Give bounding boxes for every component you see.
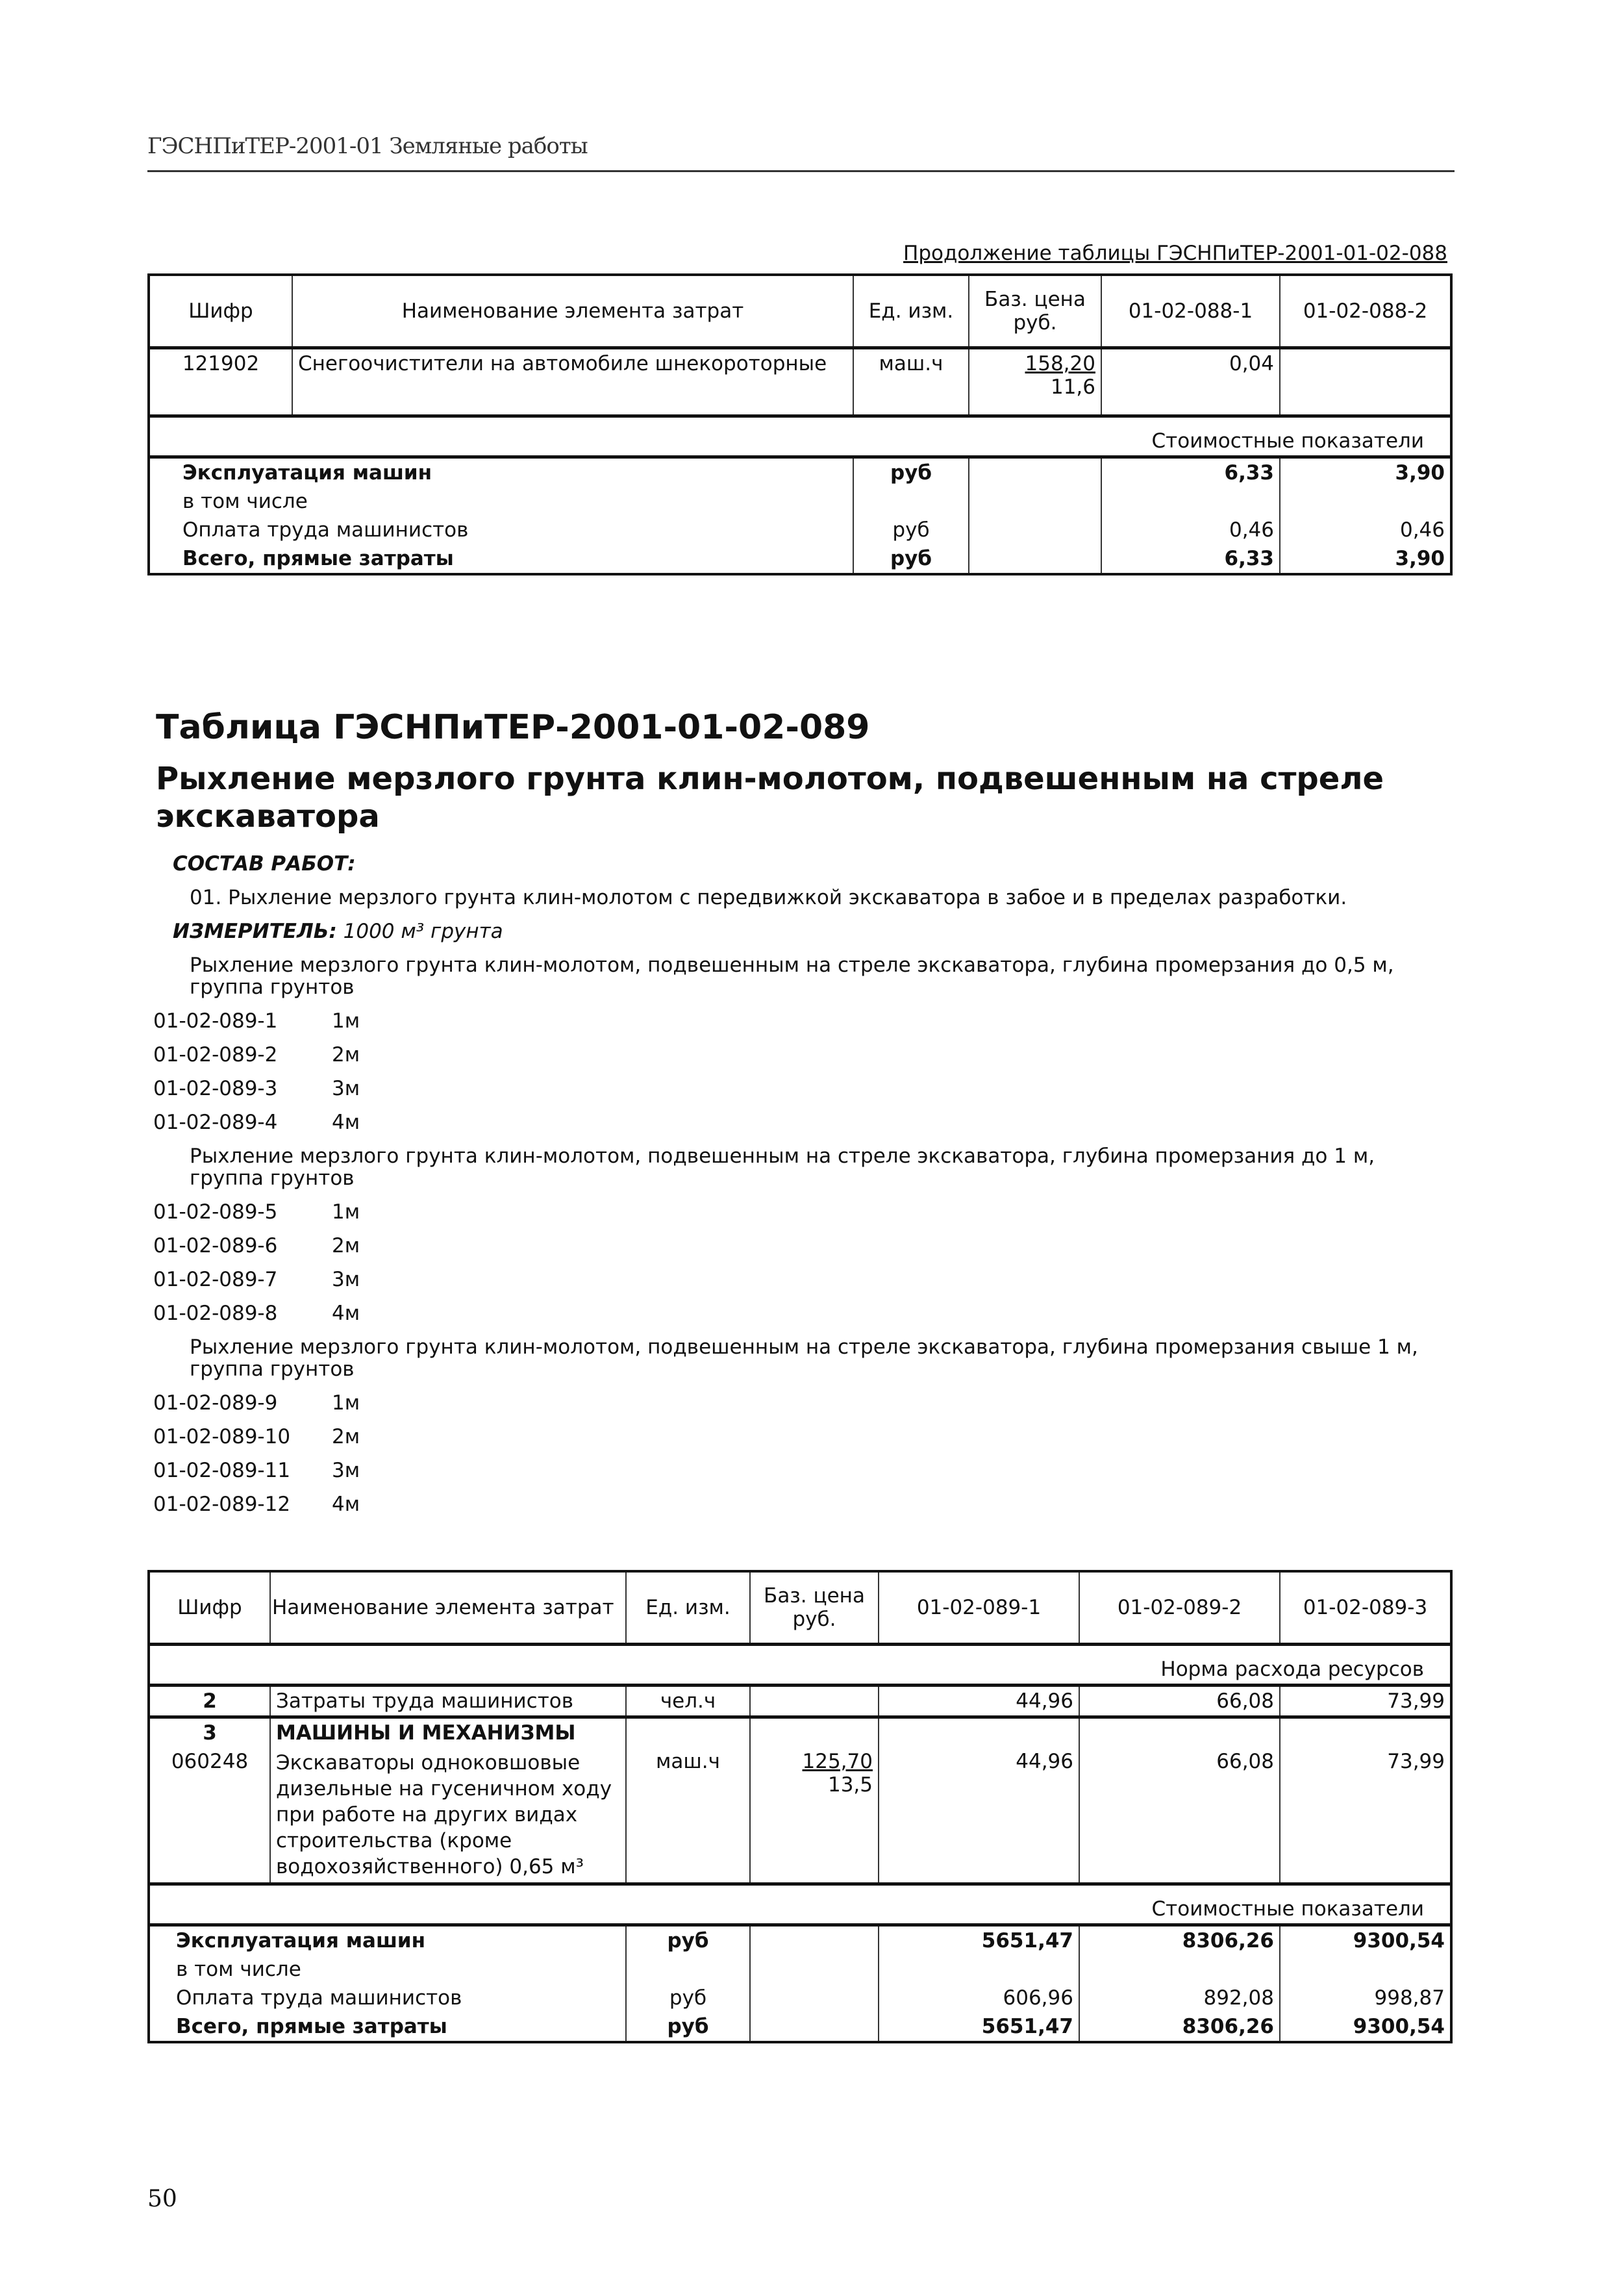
cost-unit: руб <box>626 1984 750 2012</box>
cost-value: 6,33 <box>1101 457 1280 488</box>
soil-group: 4м <box>332 1493 360 1516</box>
table-title: Таблица ГЭСНПиТЕР-2001-01-02-089 <box>156 708 870 747</box>
norm-code: 01-02-089-9 <box>153 1391 278 1415</box>
soil-group: 1м <box>332 1391 360 1415</box>
price-wage: 13,5 <box>827 1773 873 1797</box>
cost-value: 6,33 <box>1101 544 1280 574</box>
cell-name: Экскаваторы одноковшовые дизельные на гусеничном ходу при работе на других видах строительства (кроме водохозяйственного) 0,65 м³ <box>270 1747 626 1884</box>
norm-code-item <box>153 1038 1452 1072</box>
table-header-row <box>149 1571 1451 1645</box>
section-label: Норма расхода ресурсов <box>149 1645 1451 1686</box>
col-header: Ед. изм. <box>853 275 969 348</box>
cost-row <box>149 1984 1451 2012</box>
norm-code: 01-02-089-12 <box>153 1493 291 1516</box>
meter-value: 1000 м³ грунта <box>343 920 503 943</box>
cost-unit: руб <box>853 516 969 544</box>
cost-row <box>149 2012 1451 2042</box>
empty-cell <box>750 2012 879 2042</box>
meter-label: ИЗМЕРИТЕЛЬ: <box>173 920 337 943</box>
norm-code-item <box>153 1195 1452 1229</box>
cost-value <box>1280 1955 1451 1984</box>
cost-value: 9300,54 <box>1280 2012 1451 2042</box>
soil-group: 2м <box>332 1234 360 1257</box>
cell-value: 66,08 <box>1079 1686 1280 1717</box>
col-header: 01-02-088-2 <box>1280 275 1451 348</box>
empty-cell <box>750 1925 879 1956</box>
meter-line <box>153 915 1452 948</box>
col-header: Шифр <box>149 1571 270 1645</box>
norm-code: 01-02-089-7 <box>153 1268 278 1291</box>
col-header: 01-02-089-2 <box>1079 1571 1280 1645</box>
col-header: Наименование элемента затрат <box>292 275 853 348</box>
col-header: 01-02-088-1 <box>1101 275 1280 348</box>
cell-value: 44,96 <box>879 1686 1079 1717</box>
norm-code-item <box>153 1263 1452 1296</box>
norm-code: 01-02-089-11 <box>153 1459 291 1482</box>
table-header-row <box>149 275 1451 348</box>
soil-group: 3м <box>332 1077 360 1100</box>
cost-unit: руб <box>626 2012 750 2042</box>
cost-value: 9300,54 <box>1280 1925 1451 1956</box>
section-row <box>149 1645 1451 1686</box>
cost-value: 998,87 <box>1280 1984 1451 2012</box>
norm-code-item <box>153 1296 1452 1330</box>
soil-group: 1м <box>332 1200 360 1224</box>
works-label: СОСТАВ РАБОТ: <box>173 852 356 876</box>
col-header: Наименование элемента затрат <box>270 1571 626 1645</box>
section-label: Стоимостные показатели <box>149 416 1451 457</box>
works-item: 01. Рыхление мерзлого грунта клин-молотом с передвижкой экскаватора в забое и в пределах разработки. <box>190 886 1347 909</box>
cost-unit: руб <box>853 457 969 488</box>
soil-group: 1м <box>332 1009 360 1033</box>
norm-code-item <box>153 1386 1452 1420</box>
norm-code-item <box>153 1420 1452 1454</box>
price-wage: 11,6 <box>1050 375 1095 399</box>
table-row <box>149 348 1451 416</box>
table-row <box>149 1747 1451 1884</box>
cost-row <box>149 516 1451 544</box>
cost-row <box>149 1955 1451 1984</box>
cost-unit <box>626 1955 750 1984</box>
norm-groups <box>153 948 1452 1521</box>
cell-value: 44,96 <box>879 1747 1079 1884</box>
cost-value: 5651,47 <box>879 2012 1079 2042</box>
empty-cell <box>750 1955 879 1984</box>
cost-unit: руб <box>853 544 969 574</box>
cost-value <box>1079 1955 1280 1984</box>
cost-name: Эксплуатация машин <box>149 457 853 488</box>
cell-value: 73,99 <box>1280 1747 1451 1884</box>
norm-code: 01-02-089-5 <box>153 1200 278 1224</box>
cell-value: 0,04 <box>1101 348 1280 416</box>
section-label: Стоимостные показатели <box>149 1884 1451 1925</box>
header-rule <box>147 170 1455 172</box>
section-row <box>149 1884 1451 1925</box>
cell-code: 060248 <box>149 1747 270 1884</box>
cell-value: 66,08 <box>1079 1747 1280 1884</box>
price-value: 158,20 <box>1025 352 1095 375</box>
table-088 <box>147 273 1453 575</box>
section-row <box>149 416 1451 457</box>
cost-value: 0,46 <box>1280 516 1451 544</box>
cost-name: Всего, прямые затраты <box>149 544 853 574</box>
soil-group: 3м <box>332 1268 360 1291</box>
cost-value: 3,90 <box>1280 544 1451 574</box>
table-subtitle: Рыхление мерзлого грунта клин-молотом, подвешенным на стреле экскаватора <box>156 761 1384 835</box>
cell-code: 121902 <box>149 348 292 416</box>
cell-value <box>1280 348 1451 416</box>
cost-name: Оплата труда машинистов <box>149 1984 626 2012</box>
soil-group: 2м <box>332 1425 360 1448</box>
cell-price <box>969 348 1101 416</box>
col-header: Баз. цена руб. <box>969 275 1101 348</box>
cost-unit: руб <box>626 1925 750 1956</box>
cost-name: Оплата труда машинистов <box>149 516 853 544</box>
cost-row <box>149 457 1451 488</box>
cost-value: 5651,47 <box>879 1925 1079 1956</box>
empty-cell <box>750 1984 879 2012</box>
continuation-label: Продолжение таблицы ГЭСНПиТЕР-2001-01-02-088 <box>903 242 1447 265</box>
cost-row <box>149 544 1451 574</box>
cost-row <box>149 487 1451 516</box>
norm-code-item <box>153 1487 1452 1521</box>
cell-name: МАШИНЫ И МЕХАНИЗМЫ <box>270 1717 626 1748</box>
group-description: Рыхление мерзлого грунта клин-молотом, подвешенным на стреле экскаватора, глубина промерзания свыше 1 м, группа грунтов <box>190 1335 1418 1381</box>
soil-group: 4м <box>332 1111 360 1134</box>
norm-code: 01-02-089-2 <box>153 1043 278 1067</box>
norm-code-item <box>153 1229 1452 1263</box>
cost-value: 0,46 <box>1101 516 1280 544</box>
norm-code: 01-02-089-1 <box>153 1009 278 1033</box>
cost-value: 892,08 <box>1079 1984 1280 2012</box>
work-description <box>153 847 1452 1521</box>
cell-name: Снегоочистители на автомобиле шнекороторные <box>292 348 853 416</box>
running-header: ГЭСНПиТЕР-2001-01 Земляные работы <box>147 133 588 159</box>
norm-code: 01-02-089-8 <box>153 1302 278 1325</box>
cell-name: Затраты труда машинистов <box>270 1686 626 1717</box>
col-header: 01-02-089-3 <box>1280 1571 1451 1645</box>
cell-code: 3 <box>149 1717 270 1748</box>
cell-value: 73,99 <box>1280 1686 1451 1717</box>
col-header: Баз. цена руб. <box>750 1571 879 1645</box>
norm-code: 01-02-089-6 <box>153 1234 278 1257</box>
norm-code-item <box>153 1072 1452 1106</box>
cost-value <box>879 1955 1079 1984</box>
col-header: Ед. изм. <box>626 1571 750 1645</box>
soil-group: 3м <box>332 1459 360 1482</box>
cost-name: Всего, прямые затраты <box>149 2012 626 2042</box>
page-number: 50 <box>147 2186 177 2212</box>
cost-value: 3,90 <box>1280 457 1451 488</box>
cost-row <box>149 1925 1451 1956</box>
cell-unit: чел.ч <box>626 1686 750 1717</box>
norm-code-item <box>153 1106 1452 1139</box>
col-header: 01-02-089-1 <box>879 1571 1079 1645</box>
col-header: Шифр <box>149 275 292 348</box>
norm-code: 01-02-089-10 <box>153 1425 291 1448</box>
cost-value: 8306,26 <box>1079 1925 1280 1956</box>
cell-unit: маш.ч <box>853 348 969 416</box>
cell-unit: маш.ч <box>626 1747 750 1884</box>
cost-value: 8306,26 <box>1079 2012 1280 2042</box>
cell-code: 2 <box>149 1686 270 1717</box>
price-value: 125,70 <box>802 1750 873 1773</box>
group-description: Рыхление мерзлого грунта клин-молотом, подвешенным на стреле экскаватора, глубина промерзания до 0,5 м, группа грунтов <box>190 954 1394 999</box>
group-description: Рыхление мерзлого грунта клин-молотом, подвешенным на стреле экскаватора, глубина промерзания до 1 м, группа грунтов <box>190 1144 1375 1190</box>
cost-name: в том числе <box>149 1955 626 1984</box>
norm-code-item <box>153 1454 1452 1487</box>
table-row <box>149 1686 1451 1717</box>
cost-value: 606,96 <box>879 1984 1079 2012</box>
cost-name: в том числе <box>149 487 853 516</box>
table-089 <box>147 1570 1453 2043</box>
cost-name: Эксплуатация машин <box>149 1925 626 1956</box>
norm-code: 01-02-089-4 <box>153 1111 278 1134</box>
norm-code: 01-02-089-3 <box>153 1077 278 1100</box>
group-row <box>149 1717 1451 1748</box>
norm-code-item <box>153 1004 1452 1038</box>
soil-group: 2м <box>332 1043 360 1067</box>
soil-group: 4м <box>332 1302 360 1325</box>
